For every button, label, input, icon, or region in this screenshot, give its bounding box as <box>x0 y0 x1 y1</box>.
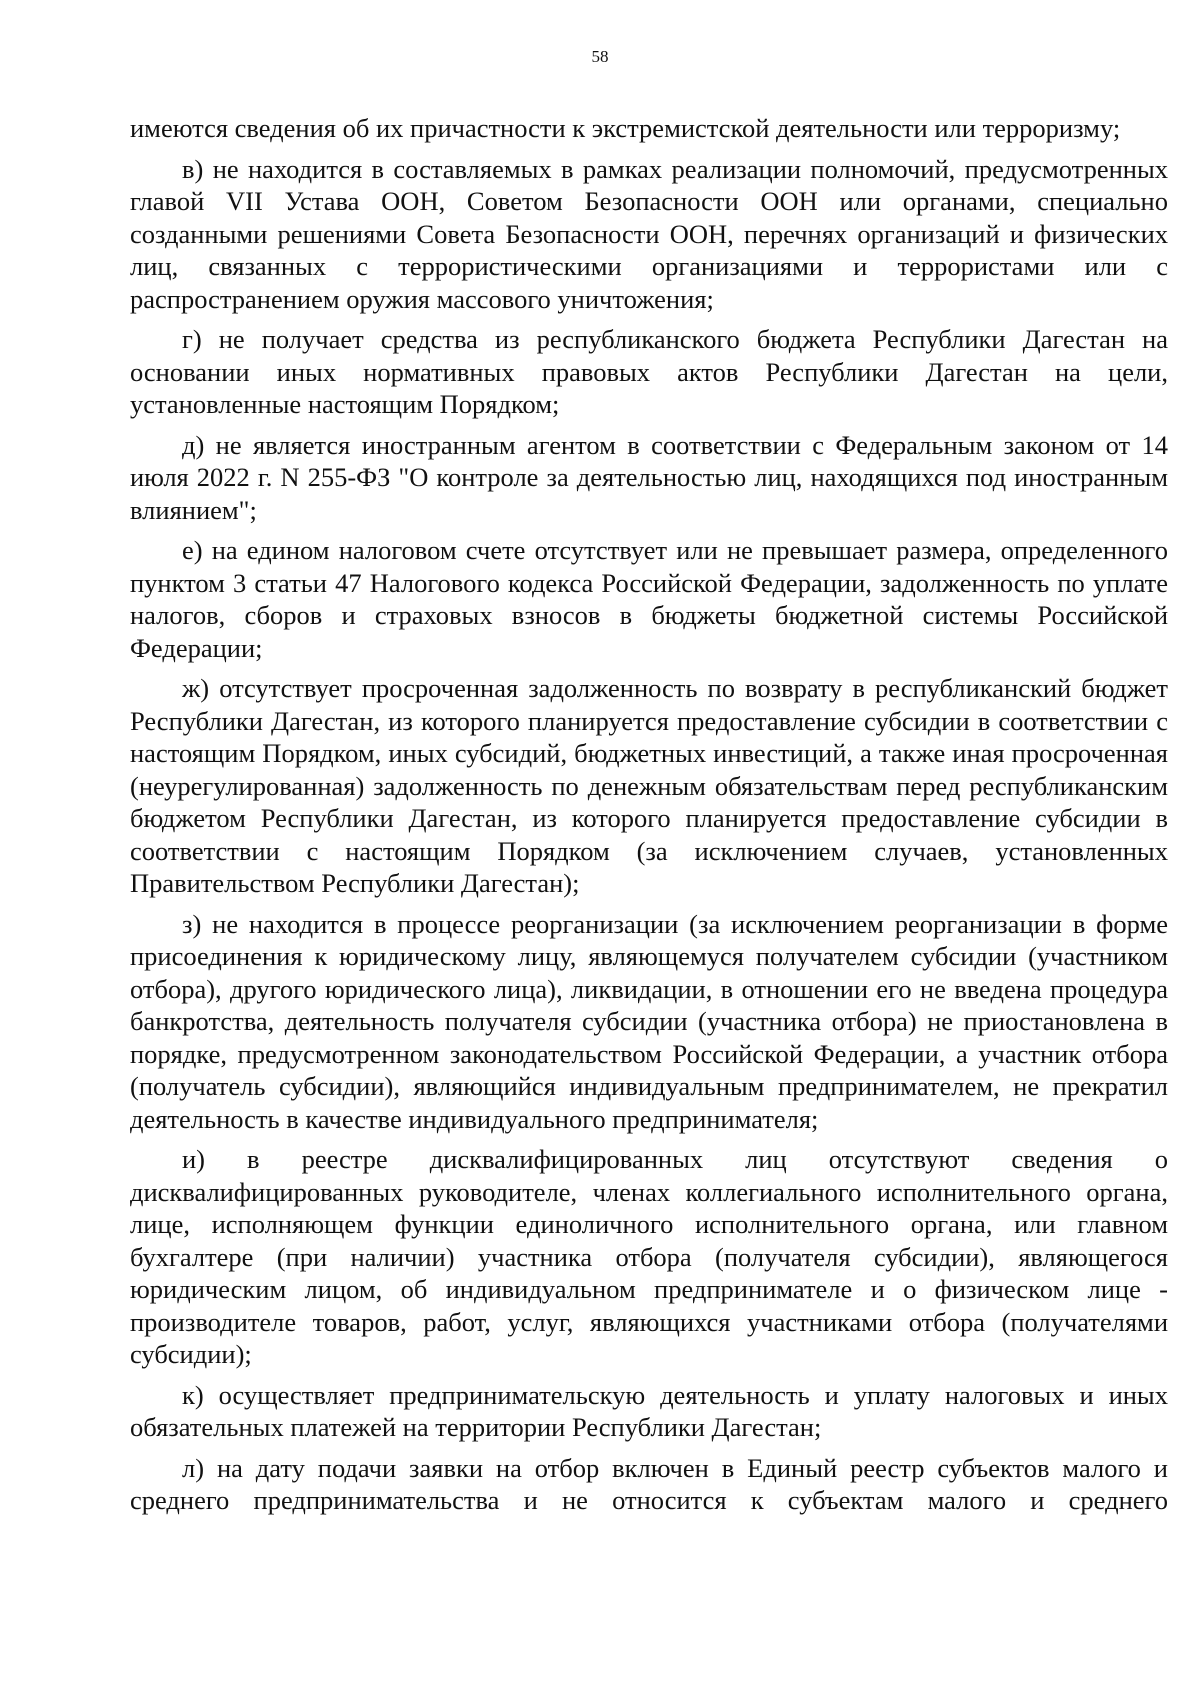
document-body <box>130 112 1168 1525</box>
page-number: 58 <box>591 47 609 66</box>
paragraph-item-k: к) осуществляет предпринимательскую деятельность и уплату налоговых и иных обязательных платежей на территории Республики Дагестан; <box>130 1379 1168 1442</box>
paragraph-item-d: д) не является иностранным агентом в соответствии с Федеральным законом от 14 июля 2022 г. N 255-ФЗ "О контроле за деятельностью лиц, находящихся под иностранным влиянием"; <box>130 429 1168 525</box>
paragraph-item-l: л) на дату подачи заявки на отбор включен в Единый реестр субъектов малого и среднего предпринимательства и не относится к субъектам малого и среднего <box>130 1452 1168 1515</box>
paragraph-item-z: з) не находится в процессе реорганизации (за исключением реорганизации в форме присоединения к юридическому лицу, являющемуся получателем субсидии (участником отбора), другого юридического лица), ликвидации, в отношении его не введена процедура банкротства, деятельность получателя субсидии (участника отбора) не приостановлена в порядке, предусмотренном законодательством Российской Федерации, а участник отбора (получатель субсидии), являющийся индивидуальным предпринимателем, не прекратил деятельность в качестве индивидуального предпринимателя; <box>130 908 1168 1134</box>
paragraph-continuation: имеются сведения об их причастности к экстремистской деятельности или терроризму; <box>130 113 1121 143</box>
paragraph-item-v: в) не находится в составляемых в рамках реализации полномочий, предусмотренных главой VII Устава ООН, Советом Безопасности ООН или органами, специально созданными решениями Совета Безопасности ООН, перечнях организаций и физических лиц, связанных с террористическими организациями и террористами или с распространением оружия массового уничтожения; <box>130 153 1168 314</box>
paragraph-item-g: г) не получает средства из республиканского бюджета Республики Дагестан на основании иных нормативных правовых актов Республики Дагестан на цели, установленные настоящим Порядком; <box>130 324 1168 419</box>
paragraph-item-i: и) в реестре дисквалифицированных лиц отсутствуют сведения о дисквалифицированных руководителе, членах коллегиального исполнительного органа, лице, исполняющем функции единоличного исполнительного органа, или главном бухгалтере (при наличии) участника отбора (получателя субсидии), являющегося юридическим лицом, об индивидуальном предпринимателе и о физическом лице - производителе товаров, работ, услуг, являющихся участниками отбора (получателями субсидии); <box>130 1144 1168 1369</box>
paragraph-item-e: е) на едином налоговом счете отсутствует или не превышает размера, определенного пунктом 3 статьи 47 Налогового кодекса Российской Федерации, задолженность по уплате налогов, сборов и страховых взносов в бюджеты бюджетной системы Российской Федерации; <box>130 535 1168 663</box>
paragraph-item-zh: ж) отсутствует просроченная задолженность по возврату в республиканский бюджет Республики Дагестан, из которого планируется предоставление субсидии в соответствии с настоящим Порядком, иных субсидий, бюджетных инвестиций, а также иная просроченная (неурегулированная) задолженность по денежным обязательствам перед республиканским бюджетом Республики Дагестан, из которого планируется предоставление субсидии в соответствии с настоящим Порядком (за исключением случаев, установленных Правительством Республики Дагестан); <box>130 673 1168 898</box>
